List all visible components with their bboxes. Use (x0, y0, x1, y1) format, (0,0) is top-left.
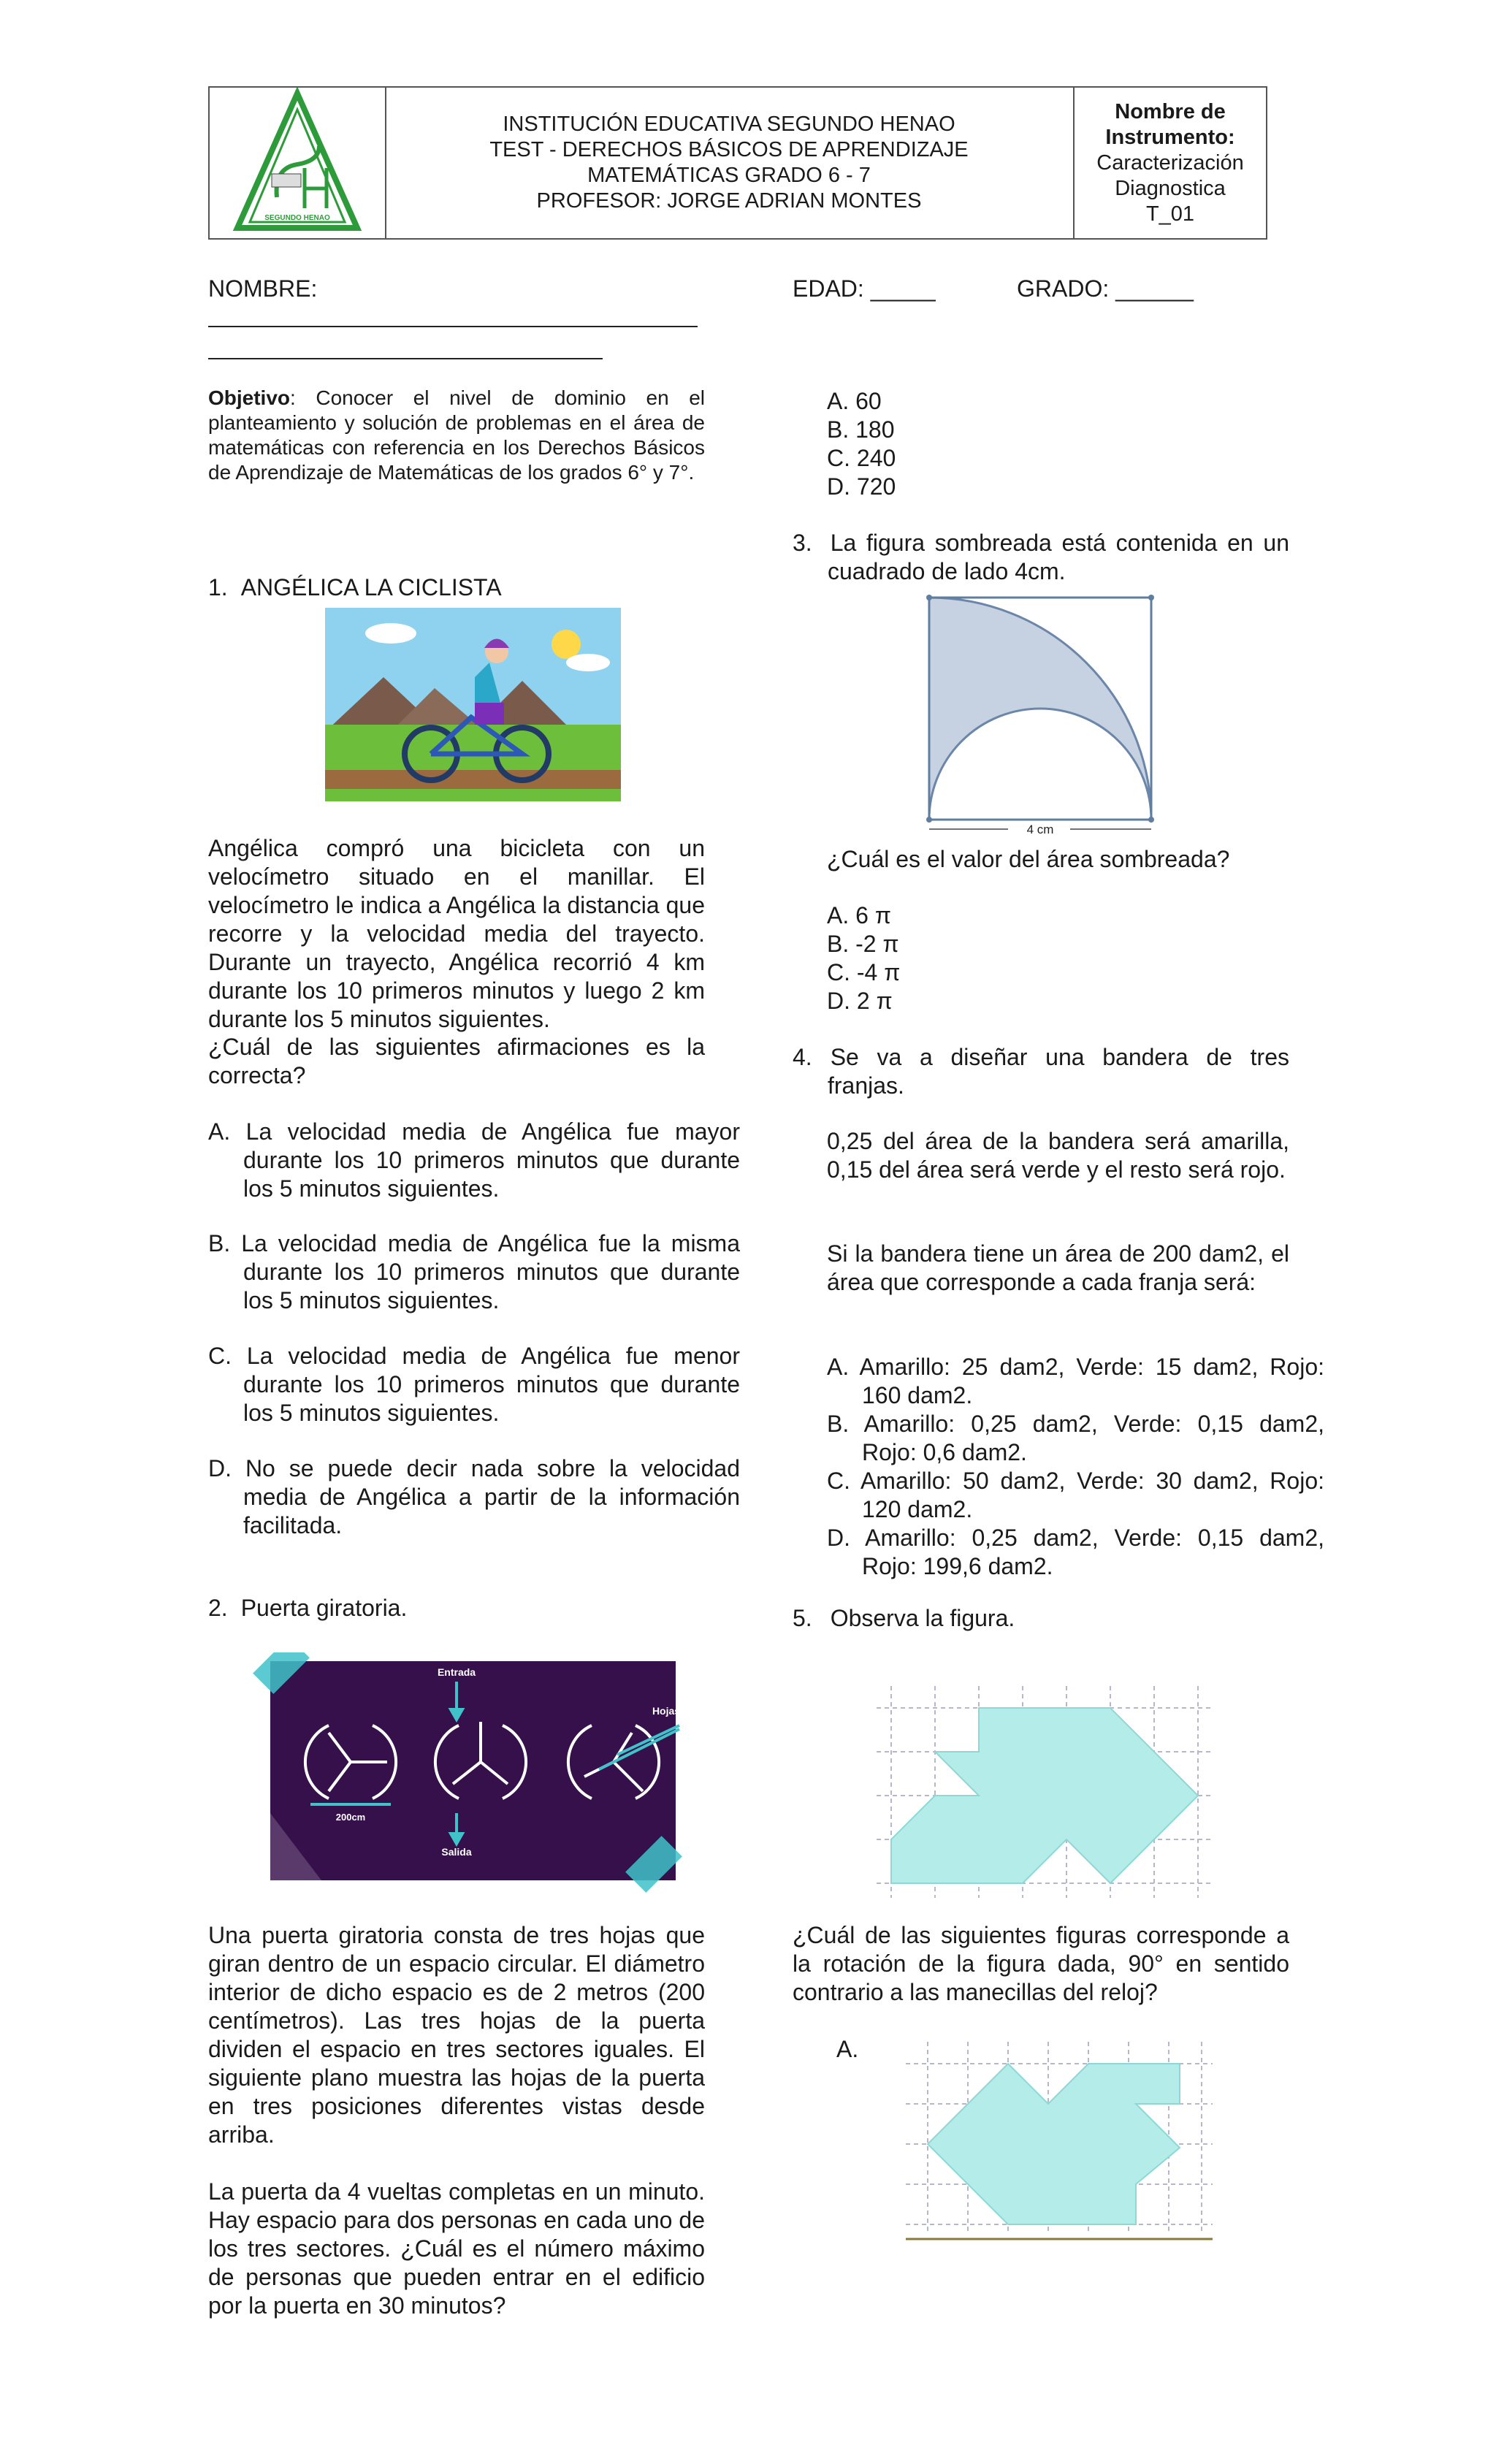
q4-body2: Si la bandera tiene un área de 200 dam2, el área que corresponde a cada franja será: (827, 1240, 1289, 1295)
door-dimension-label: 200cm (335, 1812, 366, 1823)
q1-body: Angélica compró una bicicleta con un velocímetro situado en el manillar. El velocímetro le indica a Angélica la distancia que recorre y la velocidad media del trayecto. Durante un trayecto, Angélica recorrió 4 km durante los 10 primeros minutos y luego 2 km durante los 5 minutos siguientes. (208, 835, 705, 1032)
header-table (208, 86, 1267, 240)
door-salida-label: Salida (441, 1846, 472, 1858)
teacher-name: PROFESOR: JORGE ADRIAN MONTES (536, 189, 922, 213)
door-entrada-label: Entrada (437, 1666, 476, 1678)
q3-option-c[interactable]: C. -4 π (827, 959, 901, 985)
q5-question: ¿Cuál de las siguientes figuras corresponde a la rotación de la figura dada, 90° en sentido contrario a las manecillas del reloj? (793, 1922, 1289, 2005)
q1-title (208, 573, 502, 602)
revolving-door-figure (248, 1652, 694, 1893)
q4-title (793, 1043, 1289, 1100)
q5-number: 5. (793, 1605, 812, 1631)
rotation-figure-given (877, 1686, 1213, 1898)
q1-option-a[interactable]: A. La velocidad media de Angélica fue mayor durante los 10 primeros minutos que durante los 5 minutos siguientes. (208, 1118, 740, 1202)
instrument-value-2: Diagnostica (1115, 176, 1226, 200)
objetivo-paragraph (208, 386, 705, 485)
subject-grade: MATEMÁTICAS GRADO 6 - 7 (587, 164, 871, 187)
q2-body: Una puerta giratoria consta de tres hojas que giran dentro de un espacio circular. El diámetro interior de dicho espacio es de 2 metros (200 centímetros). Las tres hojas de la puerta dividen el espacio en tres sectores iguales. El siguiente plano muestra las hojas de la puerta en tres posiciones diferentes vistas desde arriba. (208, 1922, 705, 2148)
q3-option-d[interactable]: D. 2 π (827, 988, 893, 1014)
q1-number: 1. (208, 574, 228, 600)
q3-title (793, 529, 1289, 586)
q1-question: ¿Cuál de las siguientes afirmaciones es la correcta? (208, 1034, 705, 1088)
objetivo-text: : Conocer el nivel de dominio en el planteamiento y solución de problemas en el área de matemáticas con referencia en los Derechos Básicos de Aprendizaje de Matemáticas de los grados 6° y 7°. (208, 386, 705, 484)
q2-title-text: Puerta giratoria. (240, 1595, 408, 1621)
logo-cell (210, 88, 386, 238)
q1-option-c[interactable]: C. La velocidad media de Angélica fue menor durante los 10 primeros minutos que durante los 5 minutos siguientes. (208, 1343, 740, 1426)
edad-field[interactable]: EDAD: _____ (793, 275, 936, 302)
nombre-line-1[interactable] (208, 326, 698, 327)
instrument-value: Caracterización (1096, 150, 1244, 175)
q1-option-b[interactable]: B. La velocidad media de Angélica fue la misma durante los 10 primeros minutos que durante los 5 minutos siguientes. (208, 1230, 740, 1313)
q5-title-text: Observa la figura. (830, 1605, 1015, 1631)
q5-title (793, 1604, 1015, 1633)
q2-question: La puerta da 4 vueltas completas en un minuto. Hay espacio para dos personas en cada uno de los tres sectores. ¿Cuál es el número máximo de personas que pueden entrar en el edificio por la puerta en 30 minutos? (208, 2178, 705, 2319)
instrument-label-2: Instrumento: (1105, 125, 1235, 149)
cyclist-image (325, 608, 621, 801)
q4-option-c[interactable]: C. Amarillo: 50 dam2, Verde: 30 dam2, Rojo: 120 dam2. (827, 1468, 1324, 1522)
q2-number: 2. (208, 1595, 228, 1621)
q4-option-d[interactable]: D. Amarillo: 0,25 dam2, Verde: 0,15 dam2, Rojo: 199,6 dam2. (827, 1525, 1324, 1579)
q4-option-a[interactable]: A. Amarillo: 25 dam2, Verde: 15 dam2, Rojo: 160 dam2. (827, 1354, 1324, 1408)
svg-text:SEGUNDO HENAO: SEGUNDO HENAO (264, 214, 330, 222)
instrument-label: Nombre de (1115, 99, 1226, 123)
q5-option-a-label[interactable]: A. (836, 2036, 859, 2062)
objetivo-label: Objetivo (208, 386, 291, 409)
q3-option-b[interactable]: B. -2 π (827, 931, 899, 957)
q3-question: ¿Cuál es el valor del área sombreada? (827, 846, 1230, 872)
q3-option-a[interactable]: A. 6 π (827, 902, 891, 928)
q3-title-text: La figura sombreada está contenida en un cuadrado de lado 4cm. (828, 530, 1289, 584)
q4-option-b[interactable]: B. Amarillo: 0,25 dam2, Verde: 0,15 dam2, Rojo: 0,6 dam2. (827, 1411, 1324, 1465)
q4-number: 4. (793, 1044, 812, 1070)
door-hojas-label: Hojas (652, 1705, 681, 1717)
institution-info (385, 88, 1075, 238)
q4-body1: 0,25 del área de la bandera será amarilla, 0,15 del área será verde y el resto será rojo. (827, 1128, 1289, 1183)
q2-option-a[interactable]: A. 60 (827, 388, 882, 414)
q1-option-d[interactable]: D. No se puede decir nada sobre la velocidad media de Angélica a partir de la información facilitada. (208, 1455, 740, 1538)
nombre-label: NOMBRE: (208, 275, 318, 302)
rotation-figure-option-a (906, 2042, 1213, 2246)
shaded-square-figure (920, 592, 1161, 840)
q2-option-c[interactable]: C. 240 (827, 445, 896, 471)
q1-title-text: ANGÉLICA LA CICLISTA (240, 574, 502, 600)
square-side-label: 4 cm (1026, 823, 1054, 836)
instrument-code: T_01 (1145, 202, 1195, 226)
test-name: TEST - DERECHOS BÁSICOS DE APRENDIZAJE (489, 138, 969, 161)
q2-option-b[interactable]: B. 180 (827, 416, 895, 443)
q2-title (208, 1594, 407, 1622)
grado-field[interactable]: GRADO: ______ (1017, 275, 1194, 302)
instrument-info (1075, 88, 1266, 238)
q3-number: 3. (793, 530, 812, 556)
institution-name: INSTITUCIÓN EDUCATIVA SEGUNDO HENAO (503, 112, 955, 136)
q2-option-d[interactable]: D. 720 (827, 473, 896, 500)
school-logo (210, 88, 385, 238)
nombre-line-2[interactable] (208, 358, 603, 359)
q4-title-text: Se va a diseñar una bandera de tres franjas. (828, 1044, 1289, 1099)
